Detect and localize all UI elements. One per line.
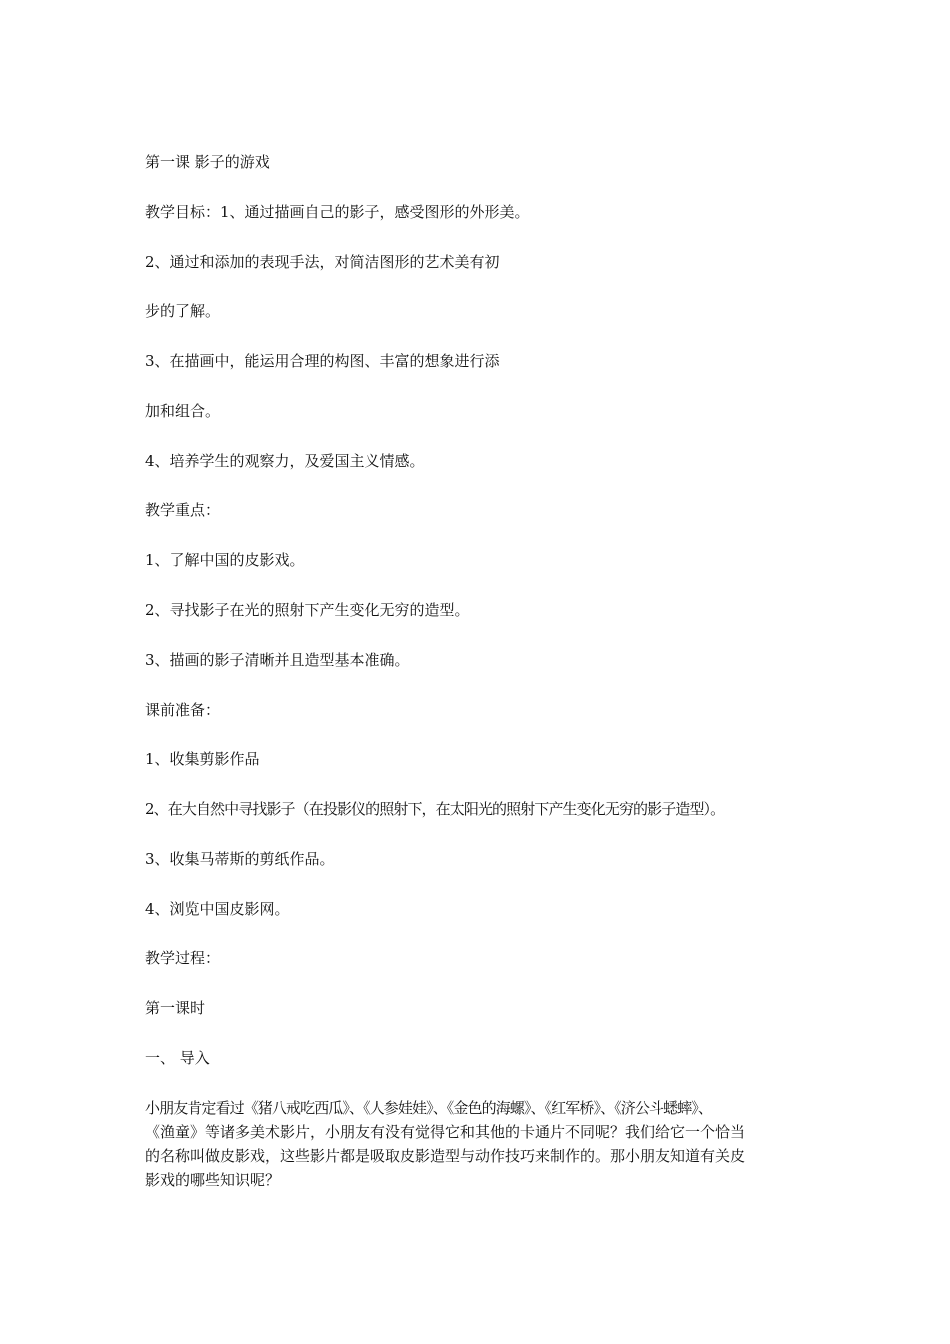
objective-line: 3、在描画中，能运用合理的构图、丰富的想象进行添: [145, 352, 500, 370]
preparation-item: 4、浏览中国皮影网。: [145, 900, 290, 918]
objective-line: 加和组合。: [145, 402, 221, 420]
lesson-period-label: 第一课时: [145, 999, 206, 1017]
intro-paragraph: [145, 1096, 813, 1192]
key-point-item: 1、了解中国的皮影戏。: [145, 551, 305, 569]
section-heading: 一、 导入: [145, 1049, 210, 1067]
intro-paragraph-line: 影戏的哪些知识呢？: [145, 1171, 281, 1189]
preparation-item: 2、在大自然中寻找影子（在投影仪的照射下，在太阳光的照射下产生变化无穷的影子造型）。: [145, 800, 725, 818]
intro-paragraph-line: 小朋友肯定看过《猪八戒吃西瓜》、《人参娃娃》、《金色的海螺》、《红军桥》、《济公斗蟋蟀》、: [145, 1099, 713, 1117]
objective-line: 2、通过和添加的表现手法，对简洁图形的艺术美有初: [145, 253, 500, 271]
objective-line: 步的了解。: [145, 302, 221, 320]
intro-paragraph-line: 的名称叫做皮影戏，这些影片都是吸取皮影造型与动作技巧来制作的。那小朋友知道有关皮: [145, 1147, 746, 1165]
preparation-heading: 课前准备：: [145, 701, 221, 719]
lesson-title: 第一课 影子的游戏: [145, 153, 270, 171]
intro-paragraph-line: 《渔童》等诸多美术影片，小朋友有没有觉得它和其他的卡通片不同呢？我们给它一个恰当: [145, 1123, 746, 1141]
key-point-item: 2、寻找影子在光的照射下产生变化无穷的造型。: [145, 601, 470, 619]
objective-line: 4、培养学生的观察力，及爱国主义情感。: [145, 452, 425, 470]
process-heading: 教学过程：: [145, 949, 221, 967]
objective-line: 教学目标：1、通过描画自己的影子，感受图形的外形美。: [145, 203, 530, 221]
preparation-item: 3、收集马蒂斯的剪纸作品。: [145, 850, 335, 868]
key-points-heading: 教学重点：: [145, 501, 221, 519]
key-point-item: 3、描画的影子清晰并且造型基本准确。: [145, 651, 410, 669]
preparation-item: 1、收集剪影作品: [145, 750, 260, 768]
